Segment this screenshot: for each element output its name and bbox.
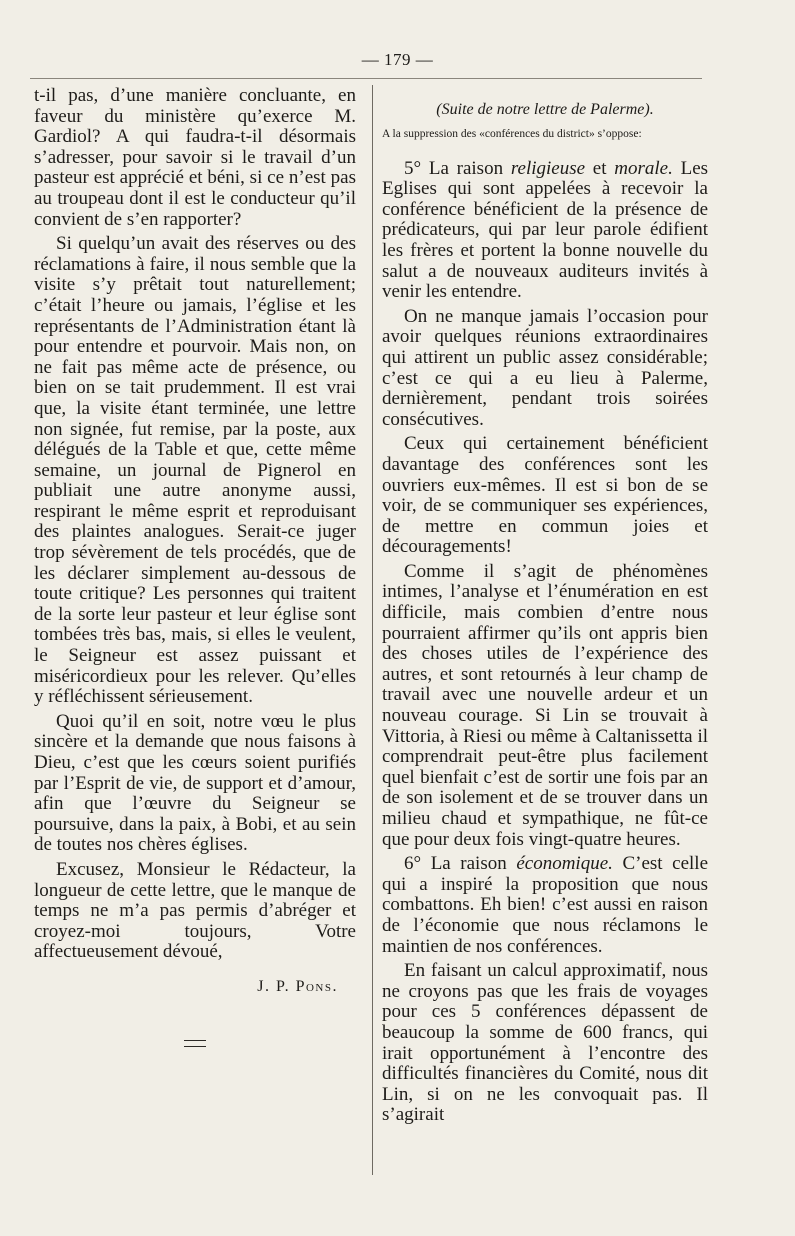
emphasis: morale. [614,157,673,179]
paragraph: Comme il s’agit de phénomènes intimes, l’analyse et l’énumération en est difficile, mais combien d’entre nous pourraient affirmer qu’ils ont appris bien des choses utiles de l’expérience des autres, et sont retournés à leur champ de travail avec une nouvelle ardeur et un nouveau courage. Si Lin se trouvait à Vittoria, à Riesi ou même à Caltanissetta il comprendrait peut-être plus facilement quel bienfait c’est de sortir une fois par an de son isolement et de se trouver dans un milieu chaud et sympathique, ne fût-ce que pour deux fois vingt-quatre heures. [382,560,708,850]
section-end-divider [184,1040,206,1047]
page-number: — 179 — [361,50,434,69]
paragraph: Quoi qu’il en soit, notre vœu le plus sincère et la demande que nous faisons à Dieu, c’est que les cœurs soient purifiés par l’Esprit de vie, de support et d’amour, afin que l’œuvre du Seigneur se poursuive, dans la paix, à Bobi, et au sein de toutes nos chères églises. [34,710,356,856]
right-column [382,86,708,1130]
signature [34,977,338,998]
paragraph: Si quelqu’un avait des réserves ou des réclamations à faire, il nous semble que la visite s’y prêtait tout naturellement; c’était l’heure ou jamais, l’église et les représentants de l’Administration étant là pour entendre et pourvoir. Mais non, on ne fait pas même acte de présence, ou bien on se tait prudemment. Il est vrai que, la visite étant terminée, une lettre non signée, fut remise, par la poste, aux délégués de la Table et que, cette même semaine, un journal de Pignerol en publiait une autre anonyme aussi, respirant le même esprit et reproduisant des plaintes analogues. Serait-ce juger trop sévèrement de tels procédés, que de les déclarer simplement au-dessous de toute critique? Les personnes qui traitent de la sorte leur pasteur et leur église sont tombées très bas, mais, si elles le veulent, le Seigneur est assez puissant et miséricordieux pour les relever. Qu’elles y réfléchissent sérieusement. [34,233,356,708]
item-number: 6° [404,853,422,875]
paragraph: 5° La raison religieuse et morale. Les Eglises qui sont appelées à recevoir la conférence bénéficient de la présence de prédicateurs, qui par leur parole édifient les frères et portent la bonne nouvelle du salut a de nouveaux auditeurs invités à venir les entendre. [382,157,709,303]
paragraph: Excusez, Monsieur le Rédacteur, la longueur de cette lettre, que le manque de temps ne m’a pas permis d’abréger et croyez-moi toujours, Votre affectueusement dévoué, [34,858,356,963]
paragraph: On ne manque jamais l’occasion pour avoir quelques réunions extraordinaires qui attirent un public assez considérable; c’est ce qui a eu lieu à Palerme, dernièrement, pendant trois soirées consécutives. [382,305,708,430]
article-heading: (Suite de notre lettre de Palerme). [436,101,654,118]
signature-name: Pons. [295,977,338,995]
column-divider [372,85,373,1175]
paragraph: t-il pas, d’une manière concluante, en faveur du ministère qu’exerce M. Gardiol? A qui faudra-t-il désormais s’adresser, pour savoir si le travail d’un pasteur est apprécié et béni, si ce n’est pas au troupeau dont il est le conducteur qu’il convient de s’en rapporter? [34,85,356,230]
paragraph: 6° La raison économique. C’est celle qui a inspiré la proposition que nous combattons. Eh bien! c’est aussi en raison de l’économie que nous réclamons le maintien de nos conférences. [382,853,709,957]
left-column [34,86,356,1052]
item-number: 5° [404,157,422,179]
article-subheading: A la suppression des «conférences du district» s’oppose: [382,127,642,140]
signature-initials: J. P. [257,977,291,995]
paragraph: En faisant un calcul approximatif, nous ne croyons pas que les frais de voyages pour ces 5 conférences dépassent de beaucoup la somme de 600 francs, qui irait opportunément à l’encontre des difficultés financières du Comité, nous dit Lin, si on ne les convoquait pas. Il s’agirait [382,960,708,1126]
header-rule [30,78,702,79]
emphasis: religieuse [510,157,586,179]
emphasis: économique. [516,853,613,875]
paragraph: Ceux qui certainement bénéficient davantage des conférences sont les ouvriers eux-mêmes. Il est si bon de se voir, de se communiquer ses expériences, de mettre en commun joies et découragements! [382,433,708,558]
